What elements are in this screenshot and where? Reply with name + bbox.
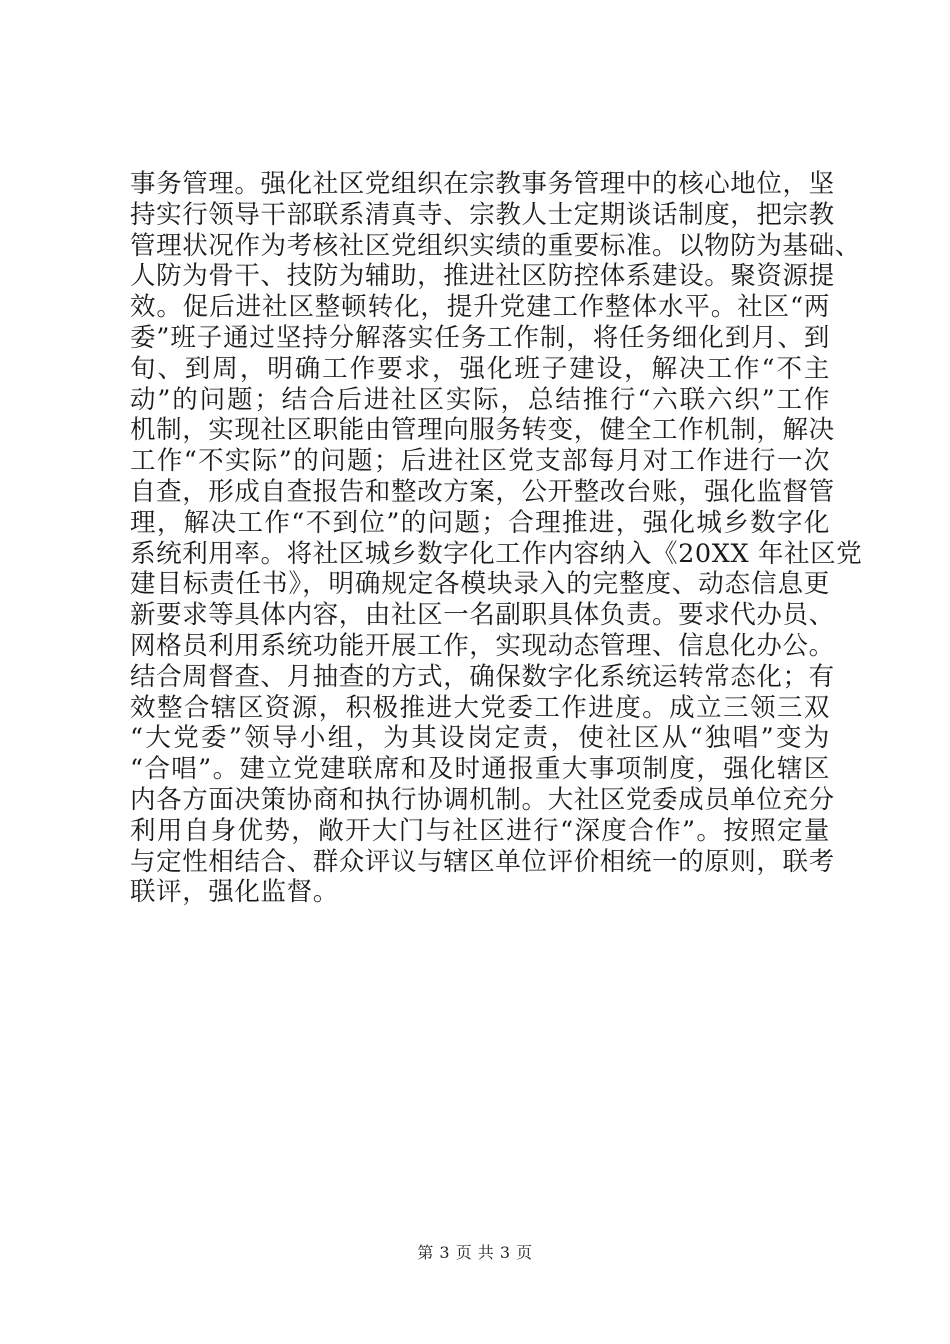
text-line: 旬、到周，明确工作要求，强化班子建设，解决工作“不主 — [130, 353, 830, 384]
text-line: 新要求等具体内容，由社区一名副职具体负责。要求代办员、 — [130, 600, 835, 631]
text-line: 委”班子通过坚持分解落实任务工作制，将任务细化到月、到 — [130, 322, 830, 353]
text-line: 自查，形成自查报告和整改方案，公开整改台账，强化监督管 — [130, 476, 835, 507]
text-line: 网格员利用系统功能开展工作，实现动态管理、信息化办公。 — [130, 630, 835, 661]
body-paragraph — [130, 169, 863, 908]
text-line: 建目标责任书》，明确规定各模块录入的完整度、动态信息更 — [130, 569, 830, 600]
text-line: 与定性相结合、群众评议与辖区单位评价相统一的原则，联考 — [130, 846, 835, 877]
text-line: 联评，强化监督。 — [130, 877, 339, 908]
text-line: 效整合辖区资源，积极推进大党委工作进度。成立三领三双 — [130, 692, 830, 723]
text-line: 持实行领导干部联系清真寺、宗教人士定期谈话制度，把宗教 — [130, 199, 835, 230]
text-line: 理，解决工作“不到位”的问题；合理推进，强化城乡数字化 — [130, 507, 830, 538]
text-line: 人防为骨干、技防为辅助，推进社区防控体系建设。聚资源提 — [130, 261, 835, 292]
page-number-footer: 第 3 页 共 3 页 — [417, 1243, 533, 1262]
text-line: 利用自身优势，敞开大门与社区进行“深度合作”。按照定量 — [130, 815, 830, 846]
text-line: “合唱”。建立党建联席和及时通报重大事项制度，强化辖区 — [130, 754, 830, 785]
text-line: 管理状况作为考核社区党组织实绩的重要标准。以物防为基础、 — [130, 230, 861, 261]
text-line: 系统利用率。将社区城乡数字化工作内容纳入《20XX 年社区党 — [130, 538, 863, 569]
text-line: 动”的问题；结合后进社区实际，总结推行“六联六织”工作 — [130, 384, 830, 415]
text-line: 工作“不实际”的问题；后进社区党支部每月对工作进行一次 — [130, 446, 830, 477]
text-line: 效。促后进社区整顿转化，提升党建工作整体水平。社区“两 — [130, 292, 830, 323]
text-line: 内各方面决策协商和执行协调机制。大社区党委成员单位充分 — [130, 784, 835, 815]
text-line: “大党委”领导小组，为其设岗定责，使社区从“独唱”变为 — [130, 723, 830, 754]
text-line: 机制，实现社区职能由管理向服务转变，健全工作机制，解决 — [130, 415, 835, 446]
text-line: 结合周督查、月抽查的方式，确保数字化系统运转常态化；有 — [130, 661, 835, 692]
text-line: 事务管理。强化社区党组织在宗教事务管理中的核心地位，坚 — [130, 169, 835, 199]
